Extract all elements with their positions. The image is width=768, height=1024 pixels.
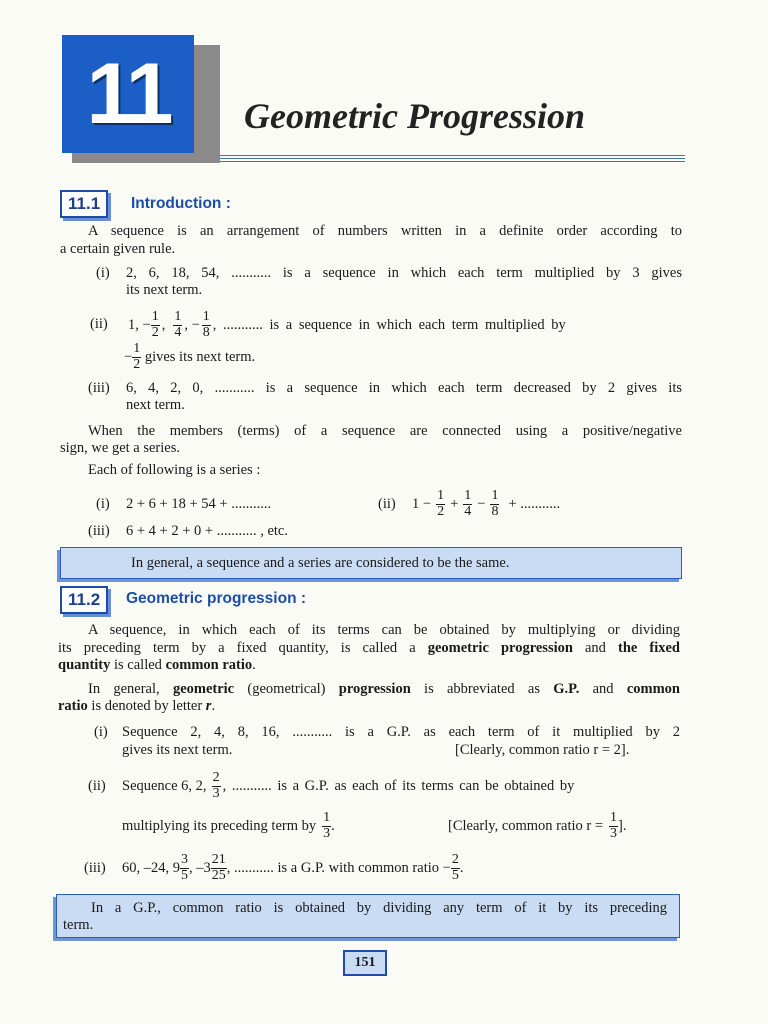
math-expression bbox=[122, 806, 335, 846]
numerator: 1 bbox=[323, 809, 331, 825]
denominator: 2 bbox=[151, 324, 159, 340]
numerator: 1 bbox=[174, 308, 182, 324]
text-run: is called bbox=[110, 657, 166, 673]
item-text: its next term. bbox=[126, 282, 203, 298]
numerator: 2 bbox=[451, 851, 459, 867]
math-text: . bbox=[459, 859, 464, 876]
math-expression bbox=[124, 338, 255, 376]
math-text: , bbox=[161, 316, 166, 333]
item-label: (ii) bbox=[378, 496, 396, 512]
section-number: 11.2 bbox=[60, 586, 108, 614]
denominator: 2 bbox=[133, 356, 141, 372]
denominator: 3 bbox=[610, 825, 618, 841]
numerator: 2 bbox=[212, 769, 220, 785]
fraction bbox=[490, 489, 499, 519]
math-text: − bbox=[477, 495, 486, 512]
math-text: . bbox=[331, 817, 335, 834]
numerator: 1 bbox=[151, 308, 159, 324]
denominator: 5 bbox=[451, 867, 459, 883]
text-run: . bbox=[252, 657, 256, 673]
series-expression: 6 + 4 + 2 + 0 + ........... , etc. bbox=[126, 523, 288, 539]
paragraph-line: Each of following is a series : bbox=[88, 462, 261, 478]
item-label: (i) bbox=[96, 496, 110, 512]
math-expression bbox=[122, 766, 574, 806]
paragraph-line bbox=[58, 698, 215, 715]
text-run: is abbreviated as bbox=[410, 681, 554, 697]
paragraph-line: a certain given rule. bbox=[60, 241, 176, 257]
denominator: 3 bbox=[323, 825, 331, 841]
math-text: , ........... is a G.P. with common ratio − bbox=[226, 859, 451, 876]
text-run: and bbox=[579, 681, 627, 697]
note-box bbox=[60, 547, 682, 579]
item-text: gives its next term. bbox=[122, 742, 233, 758]
fraction bbox=[211, 853, 227, 883]
bold-term: progression bbox=[338, 681, 411, 697]
bold-term: common ratio bbox=[165, 657, 253, 673]
text-run: (geometrical) bbox=[234, 681, 339, 697]
item-label: (iii) bbox=[88, 523, 110, 539]
fraction bbox=[202, 310, 211, 340]
section-title: Introduction : bbox=[131, 195, 231, 212]
bold-term: quantity bbox=[58, 657, 111, 673]
item-label: (ii) bbox=[88, 778, 106, 794]
fraction bbox=[173, 310, 182, 340]
bold-term: ratio bbox=[58, 698, 88, 714]
paragraph-line: A sequence is an arrangement of numbers written in a definite order according to bbox=[88, 223, 682, 239]
item-text: 6, 4, 2, 0, ........... is a sequence in which each term decreased by 2 gives its bbox=[126, 380, 682, 396]
math-expression bbox=[412, 484, 560, 524]
page-number: 151 bbox=[343, 950, 387, 976]
item-note: [Clearly, common ratio r = 2]. bbox=[455, 742, 630, 758]
numerator: 1 bbox=[133, 340, 141, 356]
chapter-number-badge bbox=[62, 35, 194, 153]
math-text: 60, –24, 9 bbox=[122, 859, 180, 876]
fraction bbox=[436, 489, 445, 519]
item-text: Sequence 2, 4, 8, 16, ........... is a G.P. as each term of it multiplied by 2 bbox=[122, 724, 680, 740]
math-text: , –3 bbox=[189, 859, 211, 876]
denominator: 2 bbox=[437, 503, 445, 519]
text-run: is denoted by letter bbox=[87, 698, 206, 714]
math-text: 1 − bbox=[412, 495, 432, 512]
math-text: , − bbox=[184, 316, 200, 333]
denominator: 8 bbox=[202, 324, 210, 340]
fraction bbox=[151, 310, 160, 340]
paragraph-line bbox=[58, 657, 256, 674]
item-text: 2, 6, 18, 54, ........... is a sequence in which each term multiplied by 3 gives bbox=[126, 265, 682, 281]
fraction bbox=[609, 811, 618, 841]
math-text: gives its next term. bbox=[141, 348, 256, 365]
text-run: In general, bbox=[88, 681, 173, 697]
denominator: 4 bbox=[174, 324, 182, 340]
title-rule-2 bbox=[220, 158, 685, 159]
fraction bbox=[180, 853, 189, 883]
paragraph-line: sign, we get a series. bbox=[60, 440, 180, 456]
item-label: (ii) bbox=[90, 316, 108, 332]
text-run: . bbox=[211, 698, 216, 714]
paragraph-line: When the members (terms) of a sequence are connected using a positive/negative bbox=[88, 423, 682, 439]
section-number: 11.1 bbox=[60, 190, 108, 218]
bold-term: G.P. bbox=[553, 681, 580, 697]
item-text: next term. bbox=[126, 397, 185, 413]
numerator: 1 bbox=[437, 487, 445, 503]
denominator: 5 bbox=[181, 867, 188, 883]
math-text: 1, − bbox=[128, 316, 151, 333]
math-text: , ........... is a G.P. as each of its terms can be obtained by bbox=[222, 777, 575, 794]
fraction bbox=[451, 853, 460, 883]
fraction bbox=[463, 489, 472, 519]
denominator: 3 bbox=[212, 785, 220, 801]
item-label: (iii) bbox=[88, 380, 110, 396]
math-text: + bbox=[450, 495, 459, 512]
note-box bbox=[56, 894, 680, 938]
bold-term: geometric progression bbox=[427, 640, 573, 656]
title-rule-3 bbox=[220, 161, 685, 162]
paragraph-line bbox=[88, 681, 680, 698]
math-text: multiplying its preceding term by bbox=[122, 817, 317, 834]
math-text: + ........... bbox=[508, 495, 561, 512]
bold-term: r bbox=[205, 698, 212, 714]
fraction bbox=[212, 771, 221, 801]
denominator: 4 bbox=[464, 503, 472, 519]
note-text: In general, a sequence and a series are considered to be the same. bbox=[131, 555, 510, 571]
denominator: 8 bbox=[491, 503, 499, 519]
item-label: (iii) bbox=[84, 860, 106, 876]
math-text: , ........... is a sequence in which each term multiplied by bbox=[212, 316, 566, 333]
math-text: − bbox=[124, 348, 133, 365]
item-label: (i) bbox=[94, 724, 108, 740]
title-rule-1 bbox=[220, 155, 685, 156]
chapter-number: 11 bbox=[86, 45, 170, 142]
bold-term: common bbox=[626, 681, 680, 697]
math-text: Sequence 6, 2, bbox=[122, 777, 207, 794]
paragraph-line bbox=[58, 640, 680, 657]
bold-term: the fixed bbox=[618, 640, 680, 656]
bold-term: geometric bbox=[172, 681, 235, 697]
numerator: 1 bbox=[491, 487, 499, 503]
numerator: 3 bbox=[181, 851, 188, 867]
math-text: ]. bbox=[618, 817, 627, 834]
math-expression bbox=[448, 806, 626, 846]
note-text: term. bbox=[63, 917, 94, 933]
series-expression: 2 + 6 + 18 + 54 + ........... bbox=[126, 496, 272, 512]
section-title: Geometric progression : bbox=[126, 590, 307, 607]
item-label: (i) bbox=[96, 265, 110, 281]
paragraph-line: A sequence, in which each of its terms can be obtained by multiplying or dividing bbox=[88, 622, 680, 638]
text-run: and bbox=[572, 640, 618, 656]
numerator: 1 bbox=[202, 308, 210, 324]
fraction bbox=[132, 342, 141, 372]
math-text: [Clearly, common ratio r = bbox=[448, 817, 604, 834]
denominator: 25 bbox=[211, 867, 226, 883]
numerator: 1 bbox=[464, 487, 472, 503]
numerator: 21 bbox=[211, 851, 226, 867]
note-text: In a G.P., common ratio is obtained by dividing any term of it by its preceding bbox=[91, 900, 667, 916]
math-expression bbox=[122, 848, 463, 888]
chapter-title: Geometric Progression bbox=[244, 96, 585, 136]
text-run: its preceding term by a fixed quantity, is called a bbox=[58, 640, 428, 656]
fraction bbox=[322, 811, 331, 841]
numerator: 1 bbox=[610, 809, 618, 825]
